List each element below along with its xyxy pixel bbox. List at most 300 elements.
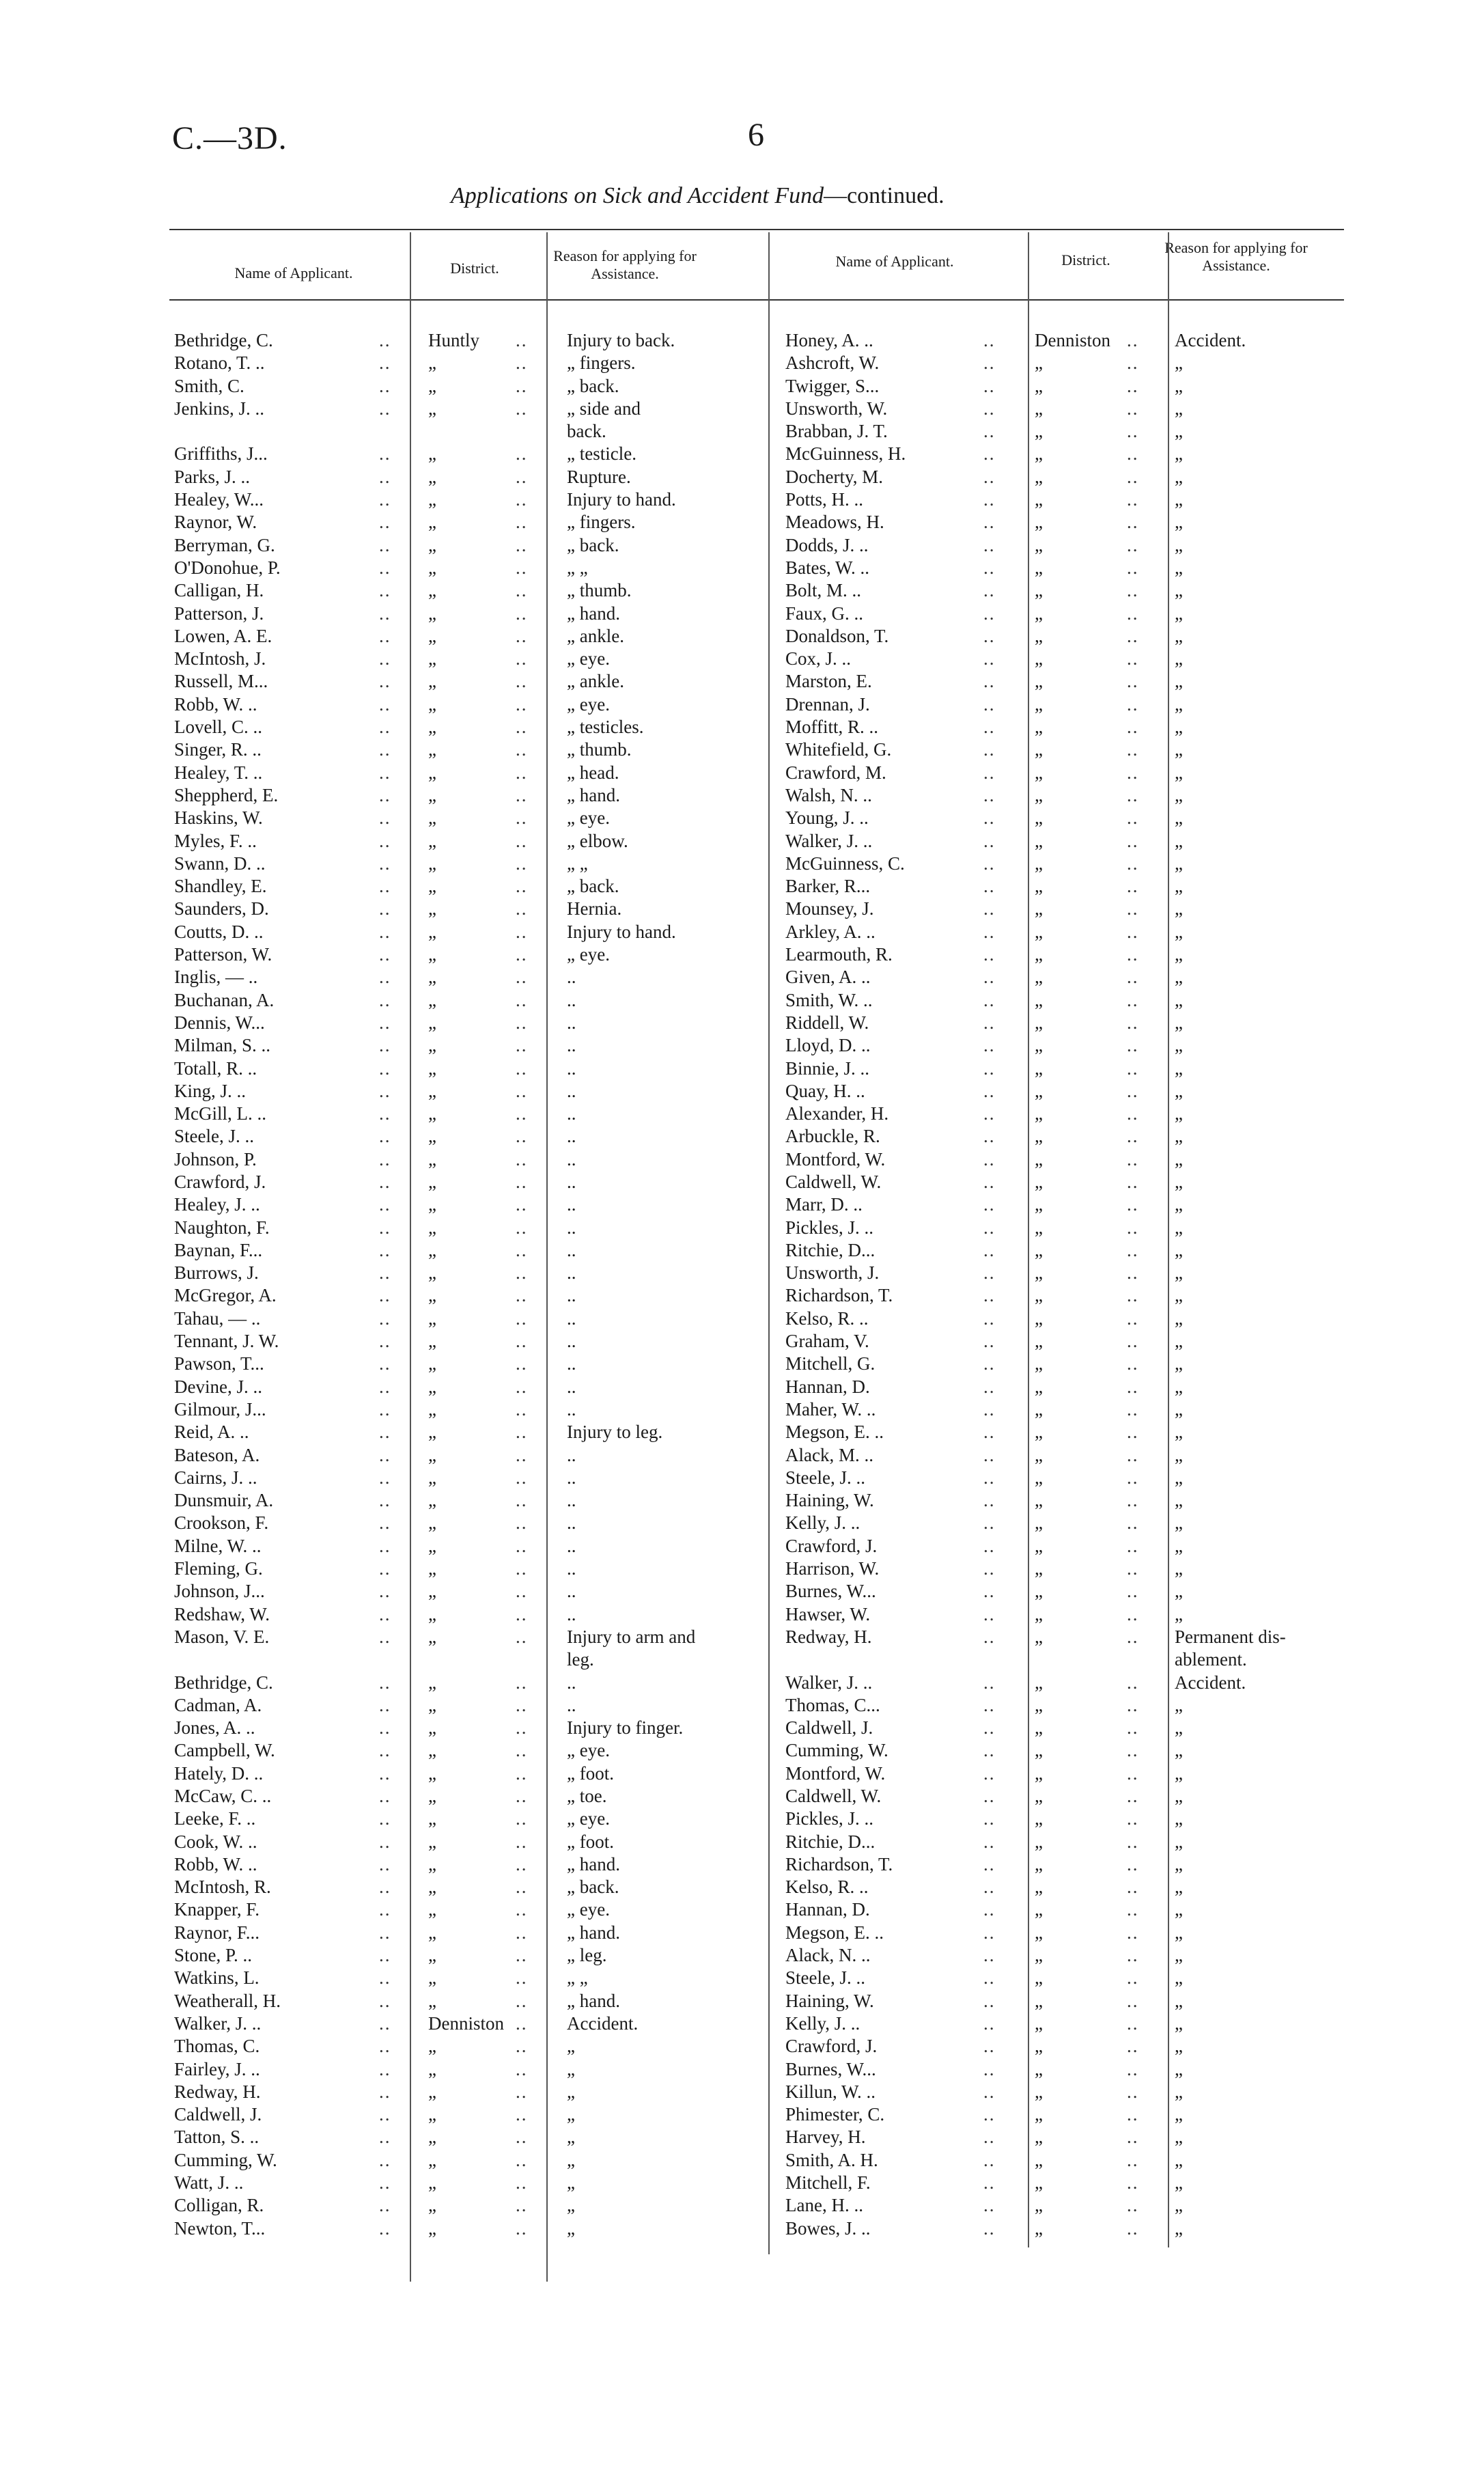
leader-dots: ..: [1127, 1535, 1139, 1556]
table-row: [785, 1967, 1345, 1989]
reason-cell: „: [1175, 1285, 1183, 1306]
leader-dots: ..: [1127, 648, 1139, 669]
reason-cell: ..: [567, 1080, 576, 1101]
table-row: [785, 1012, 1345, 1034]
reason-cell: „: [1175, 784, 1183, 805]
leader-dots: ..: [379, 2058, 391, 2079]
applicant-name: Raynor, F...: [174, 1922, 260, 1943]
leader-dots: ..: [983, 693, 996, 715]
district-cell: „: [428, 1603, 436, 1624]
leader-dots: ..: [516, 398, 528, 419]
reason-cell: „: [1175, 1899, 1183, 1920]
table-row: [174, 1831, 768, 1853]
leader-dots: ..: [1127, 2104, 1139, 2125]
district-cell: „: [428, 1786, 436, 1806]
applicant-name: Kelly, J. ..: [785, 1512, 860, 1534]
reason-cell: „: [1175, 1490, 1183, 1511]
applicant-name: Stone, P. ..: [174, 1945, 253, 1966]
reason-cell: ablement.: [1175, 1649, 1247, 1670]
leader-dots: ..: [516, 2149, 528, 2170]
leader-dots: ..: [379, 1307, 391, 1329]
district-cell: „: [428, 2195, 436, 2216]
table-row: [785, 670, 1345, 693]
applicant-name: Crawford, J.: [785, 1535, 878, 1556]
table-row: [174, 1967, 768, 1989]
reason-cell: „: [1175, 1331, 1183, 1352]
applicant-name: Alack, M. ..: [785, 1444, 873, 1465]
leader-dots: ..: [516, 921, 528, 942]
applicant-name: Binnie, J. ..: [785, 1057, 870, 1079]
page-title-suffix: —continued.: [824, 183, 944, 208]
table-row: [785, 603, 1345, 625]
reason-cell: Injury to finger.: [567, 1717, 684, 1739]
leader-dots: ..: [983, 1786, 996, 1806]
reason-cell: „: [1175, 2127, 1183, 2148]
table-row: [174, 1558, 768, 1580]
reason-cell: „: [1175, 898, 1183, 919]
leader-dots: ..: [983, 671, 996, 692]
applicant-name: Knapper, F.: [174, 1899, 260, 1920]
leader-dots: ..: [516, 2217, 528, 2239]
leader-dots: ..: [379, 2149, 391, 2170]
table-row: [785, 511, 1345, 534]
applicant-name: Swann, D. ..: [174, 853, 266, 874]
applicant-name: Smith, A. H.: [785, 2149, 878, 2170]
leader-dots: ..: [1127, 1148, 1139, 1170]
leader-dots: ..: [379, 2036, 391, 2057]
district-cell: „: [1035, 2195, 1043, 2216]
district-cell: „: [1035, 1990, 1043, 2011]
leader-dots: ..: [983, 2058, 996, 2079]
table-row: [174, 2058, 768, 2081]
reason-cell: „: [1175, 2195, 1183, 2216]
table-row: [174, 1012, 768, 1034]
table-row: [785, 1558, 1345, 1580]
reason-cell: „: [1175, 580, 1183, 601]
leader-dots: ..: [1127, 1467, 1139, 1488]
applicant-name: Milne, W. ..: [174, 1535, 262, 1556]
district-cell: „: [1035, 1285, 1043, 1306]
leader-dots: ..: [1127, 1262, 1139, 1284]
right-district-header: District.: [1061, 251, 1110, 268]
right-table: [785, 329, 1345, 2240]
leader-dots: ..: [516, 807, 528, 829]
district-cell: „: [1035, 2127, 1043, 2148]
leader-dots: ..: [379, 1922, 391, 1943]
table-row: [174, 1694, 768, 1717]
reason-cell: „: [1175, 830, 1183, 851]
reason-cell: leg.: [567, 1649, 594, 1670]
table-row: [174, 1512, 768, 1534]
applicant-name: Hannan, D.: [785, 1376, 870, 1397]
leader-dots: ..: [1127, 1512, 1139, 1534]
applicant-name: Hannan, D.: [785, 1899, 870, 1920]
leader-dots: ..: [983, 557, 996, 578]
district-cell: „: [428, 512, 436, 533]
table-row: [174, 898, 768, 920]
district-cell: „: [1035, 648, 1043, 669]
table-row: [785, 2012, 1345, 2035]
applicant-name: Crawford, J.: [785, 2036, 878, 2057]
applicant-name: McGuinness, H.: [785, 443, 906, 465]
leader-dots: ..: [983, 1740, 996, 1761]
leader-dots: ..: [379, 1239, 391, 1260]
table-row: [174, 488, 768, 511]
table-row: [785, 1239, 1345, 1262]
leader-dots: ..: [1127, 1376, 1139, 1397]
table-row: [785, 1148, 1345, 1171]
table-row: [785, 443, 1345, 465]
leader-dots: ..: [379, 1467, 391, 1488]
reason-cell: „ back.: [567, 534, 619, 555]
leader-dots: ..: [379, 489, 391, 510]
applicant-name: Quay, H. ..: [785, 1080, 865, 1101]
leader-dots: ..: [1127, 2172, 1139, 2194]
reason-cell: „: [1175, 489, 1183, 510]
right-name-header: Name of Applicant.: [835, 253, 954, 270]
leader-dots: ..: [1127, 1853, 1139, 1874]
applicant-name: Raynor, W.: [174, 512, 257, 533]
reason-cell: „ thumb.: [567, 580, 632, 601]
applicant-name: Saunders, D.: [174, 898, 269, 919]
leader-dots: ..: [983, 421, 996, 442]
applicant-name: Patterson, W.: [174, 944, 272, 965]
table-row: [174, 2149, 768, 2172]
district-cell: „: [428, 443, 436, 465]
leader-dots: ..: [516, 1194, 528, 1215]
table-row: [174, 1603, 768, 1626]
table-row: [174, 784, 768, 807]
leader-dots: ..: [1127, 1331, 1139, 1352]
reason-cell: ..: [567, 1148, 576, 1170]
reason-cell: „: [1175, 807, 1183, 829]
applicant-name: Richardson, T.: [785, 1853, 893, 1874]
leader-dots: ..: [983, 1194, 996, 1215]
reason-cell: „: [1175, 1126, 1183, 1147]
table-row: [174, 1148, 768, 1171]
leader-dots: ..: [379, 1148, 391, 1170]
applicant-name: Redway, H.: [785, 1626, 872, 1647]
leader-dots: ..: [983, 762, 996, 783]
district-cell: „: [428, 2149, 436, 2170]
leader-dots: ..: [983, 443, 996, 465]
reason-cell: „: [1175, 1262, 1183, 1284]
district-cell: Huntly: [428, 330, 480, 350]
district-cell: „: [1035, 1535, 1043, 1556]
table-row: [785, 2194, 1345, 2217]
applicant-name: Mason, V. E.: [174, 1626, 270, 1647]
reason-cell: ..: [567, 1603, 576, 1624]
district-cell: „: [428, 1853, 436, 1874]
leader-dots: ..: [983, 1626, 996, 1647]
leader-dots: ..: [983, 1285, 996, 1306]
leader-dots: ..: [983, 512, 996, 533]
reason-cell: „: [567, 2172, 575, 2194]
applicant-name: Richardson, T.: [785, 1285, 893, 1306]
leader-dots: ..: [379, 1626, 391, 1647]
leader-dots: ..: [983, 466, 996, 487]
reason-cell: ..: [567, 1012, 576, 1033]
district-cell: „: [1035, 2149, 1043, 2170]
reason-cell: Injury to hand.: [567, 489, 676, 510]
district-cell: „: [428, 1762, 436, 1784]
applicant-name: Dennis, W...: [174, 1012, 265, 1033]
table-row: [174, 1785, 768, 1808]
leader-dots: ..: [379, 1194, 391, 1215]
reason-cell: „: [1175, 2172, 1183, 2194]
applicant-name: Barker, R...: [785, 876, 871, 897]
reason-cell: „: [1175, 967, 1183, 988]
applicant-name: Jones, A. ..: [174, 1717, 255, 1739]
leader-dots: ..: [516, 2172, 528, 2194]
reason-cell: „: [1175, 1694, 1183, 1715]
leader-dots: ..: [516, 1967, 528, 1989]
applicant-name: Potts, H. ..: [785, 489, 864, 510]
leader-dots: ..: [1127, 2012, 1139, 2034]
reason-cell: ..: [567, 1672, 576, 1693]
reason-cell: „: [1175, 1057, 1183, 1079]
district-cell: „: [1035, 1422, 1043, 1443]
reason-cell: „: [1175, 1217, 1183, 1238]
reason-cell: „: [1175, 375, 1183, 396]
applicant-name: Bateson, A.: [174, 1444, 260, 1465]
reason-cell: „ hand.: [567, 784, 620, 805]
leader-dots: ..: [1127, 352, 1139, 374]
leader-dots: ..: [983, 489, 996, 510]
reason-cell: Accident.: [1175, 1672, 1246, 1693]
reason-cell: „ thumb.: [567, 739, 632, 760]
leader-dots: ..: [1127, 2058, 1139, 2079]
table-row: [785, 1353, 1345, 1375]
reason-cell: ..: [567, 1376, 576, 1397]
leader-dots: ..: [1127, 1581, 1139, 1602]
reason-cell: ..: [567, 1194, 576, 1215]
applicant-name: Kelso, R. ..: [785, 1877, 869, 1898]
applicant-name: Leeke, F. ..: [174, 1808, 256, 1829]
leader-dots: ..: [983, 1717, 996, 1739]
leader-dots: ..: [1127, 830, 1139, 851]
leader-dots: ..: [983, 1899, 996, 1920]
leader-dots: ..: [1127, 944, 1139, 965]
applicant-name: Arkley, A. ..: [785, 921, 876, 942]
district-cell: „: [1035, 1945, 1043, 1966]
applicant-name: Bowes, J. ..: [785, 2217, 871, 2239]
applicant-name: Cairns, J. ..: [174, 1467, 257, 1488]
leader-dots: ..: [516, 1422, 528, 1443]
table-row: [174, 1580, 768, 1603]
leader-dots: ..: [516, 693, 528, 715]
leader-dots: ..: [516, 489, 528, 510]
district-cell: „: [428, 944, 436, 965]
reason-cell: „ eye.: [567, 1808, 610, 1829]
table-row: [785, 989, 1345, 1012]
applicant-name: McGill, L. ..: [174, 1103, 266, 1124]
reason-cell: ..: [567, 1467, 576, 1488]
leader-dots: ..: [379, 398, 391, 419]
leader-dots: ..: [516, 989, 528, 1010]
leader-dots: ..: [1127, 580, 1139, 601]
reason-cell: „ side and: [567, 398, 641, 419]
leader-dots: ..: [516, 352, 528, 374]
table-row: [785, 1171, 1345, 1193]
leader-dots: ..: [1127, 876, 1139, 897]
table-row: [785, 1307, 1345, 1330]
district-cell: „: [428, 1831, 436, 1852]
leader-dots: ..: [983, 921, 996, 942]
reason-cell: „: [1175, 921, 1183, 942]
reason-cell: „ head.: [567, 762, 619, 783]
applicant-name: Watkins, L.: [174, 1967, 260, 1989]
applicant-name: Singer, R. ..: [174, 739, 262, 760]
applicant-name: Graham, V.: [785, 1331, 869, 1352]
leader-dots: ..: [379, 2195, 391, 2216]
leader-dots: ..: [516, 1626, 528, 1647]
district-cell: „: [428, 921, 436, 942]
leader-dots: ..: [516, 1717, 528, 1739]
applicant-name: Hawser, W.: [785, 1603, 871, 1624]
reason-cell: „: [1175, 1945, 1183, 1966]
reason-cell: „: [1175, 1990, 1183, 2011]
district-cell: „: [1035, 1490, 1043, 1511]
leader-dots: ..: [516, 1603, 528, 1624]
leader-dots: ..: [379, 2217, 391, 2239]
reason-cell: „: [1175, 1148, 1183, 1170]
district-cell: „: [1035, 1967, 1043, 1989]
applicant-name: Weatherall, H.: [174, 1990, 281, 2011]
leader-dots: ..: [379, 1945, 391, 1966]
leader-dots: ..: [983, 1694, 996, 1715]
leader-dots: ..: [983, 1217, 996, 1238]
district-cell: „: [1035, 398, 1043, 419]
reason-cell: ..: [567, 1307, 576, 1329]
leader-dots: ..: [516, 1217, 528, 1238]
reason-cell: „: [567, 2127, 575, 2148]
table-row: [174, 670, 768, 693]
table-row: [174, 830, 768, 853]
table-row: [174, 398, 768, 420]
leader-dots: ..: [1127, 967, 1139, 988]
district-cell: „: [428, 830, 436, 851]
district-cell: „: [1035, 352, 1043, 374]
leader-dots: ..: [516, 1512, 528, 1534]
leader-dots: ..: [1127, 898, 1139, 919]
leader-dots: ..: [516, 1694, 528, 1715]
leader-dots: ..: [1127, 1103, 1139, 1124]
district-cell: „: [1035, 1148, 1043, 1170]
district-cell: „: [1035, 1035, 1043, 1056]
leader-dots: ..: [983, 1535, 996, 1556]
leader-dots: ..: [1127, 1967, 1139, 1989]
applicant-name: Johnson, J...: [174, 1581, 265, 1602]
leader-dots: ..: [379, 989, 391, 1010]
district-cell: „: [1035, 989, 1043, 1010]
reason-cell: „: [1175, 1786, 1183, 1806]
applicant-name: Steele, J. ..: [174, 1126, 254, 1147]
district-cell: „: [1035, 1194, 1043, 1215]
leader-dots: ..: [983, 1057, 996, 1079]
leader-dots: ..: [983, 1148, 996, 1170]
leader-dots: ..: [983, 1831, 996, 1852]
district-cell: Denniston: [428, 2012, 504, 2034]
reason-cell: ..: [567, 1512, 576, 1534]
leader-dots: ..: [1127, 1398, 1139, 1420]
leader-dots: ..: [379, 807, 391, 829]
leader-dots: ..: [379, 1762, 391, 1784]
district-cell: „: [428, 580, 436, 601]
leader-dots: ..: [379, 466, 391, 487]
table-row: [174, 1876, 768, 1898]
district-cell: „: [428, 1467, 436, 1488]
applicant-name: Pickles, J. ..: [785, 1217, 874, 1238]
leader-dots: ..: [1127, 443, 1139, 465]
applicant-name: Coutts, D. ..: [174, 921, 264, 942]
reason-cell: ..: [567, 1490, 576, 1511]
leader-dots: ..: [983, 1808, 996, 1829]
district-cell: „: [428, 784, 436, 805]
leader-dots: ..: [983, 1672, 996, 1693]
leader-dots: ..: [379, 1877, 391, 1898]
reason-cell: „: [1175, 1398, 1183, 1420]
leader-dots: ..: [516, 580, 528, 601]
reason-cell: „ testicles.: [567, 717, 644, 738]
applicant-name: Megson, E. ..: [785, 1422, 884, 1443]
district-cell: „: [428, 1103, 436, 1124]
table-row: [785, 1262, 1345, 1284]
district-cell: „: [428, 2127, 436, 2148]
leader-dots: ..: [516, 375, 528, 396]
leader-dots: ..: [379, 830, 391, 851]
table-row: [785, 2126, 1345, 2148]
district-cell: „: [428, 1239, 436, 1260]
leader-dots: ..: [1127, 1922, 1139, 1943]
reason-cell: „: [1175, 625, 1183, 646]
table-row: [785, 1876, 1345, 1898]
district-cell: „: [1035, 534, 1043, 555]
district-cell: „: [428, 853, 436, 874]
district-cell: „: [1035, 1922, 1043, 1943]
reason-cell: „ testicle.: [567, 443, 636, 465]
leader-dots: ..: [516, 1148, 528, 1170]
applicant-name: Drennan, J.: [785, 693, 870, 715]
district-cell: „: [1035, 1853, 1043, 1874]
reason-cell: „: [1175, 1853, 1183, 1874]
leader-dots: ..: [379, 717, 391, 738]
leader-dots: ..: [379, 1786, 391, 1806]
leader-dots: ..: [379, 1581, 391, 1602]
applicant-name: Maher, W. ..: [785, 1398, 876, 1420]
table-row: [785, 1193, 1345, 1216]
left-name-header: Name of Applicant.: [234, 264, 353, 281]
leader-dots: ..: [983, 1444, 996, 1465]
applicant-name: Walker, J. ..: [785, 830, 873, 851]
applicant-name: Crookson, F.: [174, 1512, 269, 1534]
applicant-name: Twigger, S...: [785, 375, 880, 396]
leader-dots: ..: [1127, 1126, 1139, 1147]
applicant-name: Watt, J. ..: [174, 2172, 244, 2194]
table-row: [785, 1376, 1345, 1398]
reason-cell: „: [1175, 1535, 1183, 1556]
reason-cell: Injury to back.: [567, 330, 675, 350]
leader-dots: ..: [1127, 1353, 1139, 1374]
applicant-name: Faux, G. ..: [785, 603, 863, 624]
leader-dots: ..: [1127, 375, 1139, 396]
district-cell: „: [1035, 1672, 1043, 1693]
table-row: [174, 534, 768, 557]
table-row: [174, 375, 768, 398]
leader-dots: ..: [983, 398, 996, 419]
reason-cell: „: [567, 2104, 575, 2125]
leader-dots: ..: [516, 1080, 528, 1101]
